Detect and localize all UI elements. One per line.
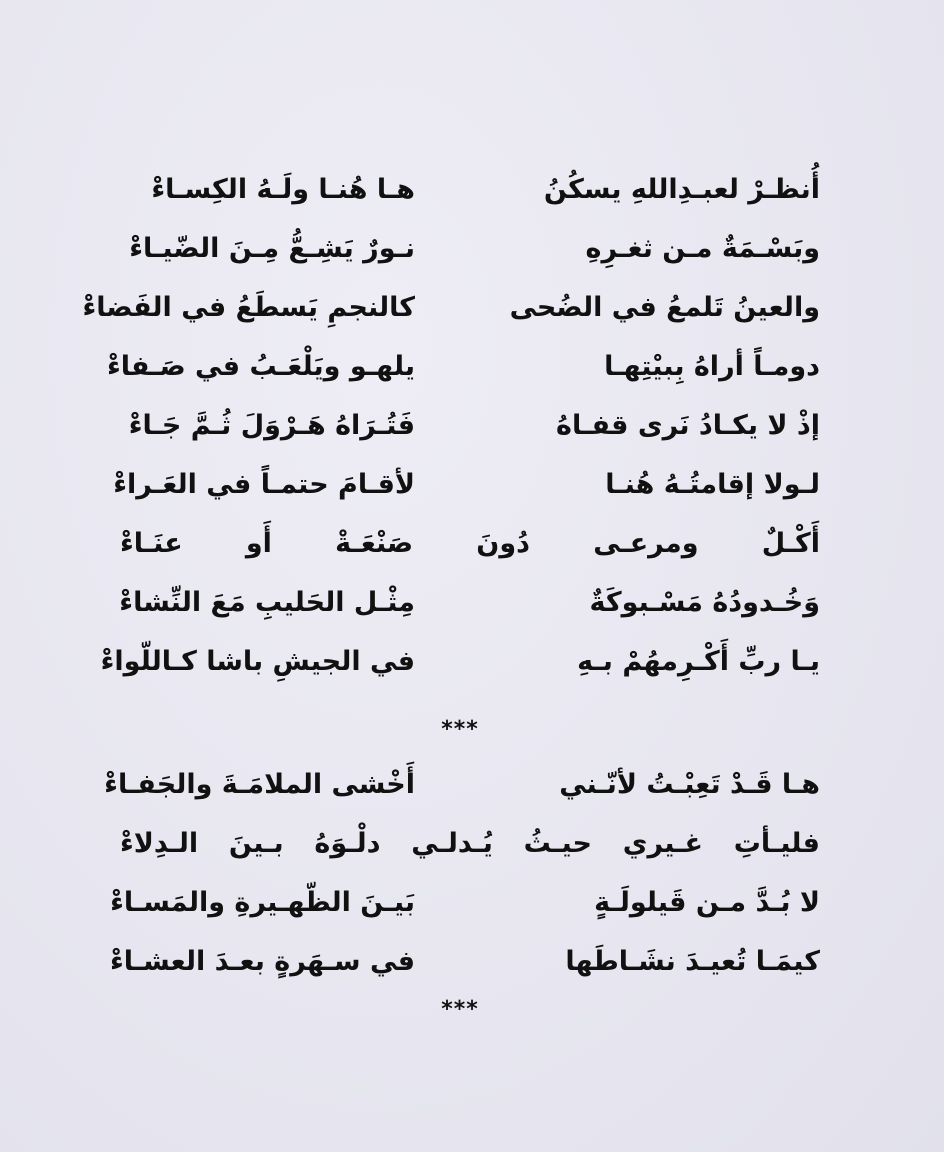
verse-first-hemistich: أُنظـرْ لعبـدِاللهِ يسكُنُ bbox=[543, 174, 820, 205]
verse-line bbox=[100, 642, 820, 701]
verse-second-hemistich: في سـهَرةٍ بعـدَ العشـاءْ bbox=[109, 946, 415, 977]
verse-first-hemistich: لـولا إقامتُـهُ هُنـا bbox=[605, 469, 820, 500]
verse-full-text: أَكْـلٌ ومرعـى دُونَ صَنْعَـةْ أَو عنَـاءْ bbox=[120, 528, 820, 559]
section-separator: *** bbox=[441, 997, 479, 1022]
poem-stanza-1 bbox=[82, 170, 820, 701]
verse-first-hemistich: وَخُـدودُهُ مَسْـبوكَةٌ bbox=[589, 587, 820, 618]
verse-second-hemistich: أَخْشى الملامَـةَ والجَفـاءْ bbox=[104, 769, 415, 800]
verse-second-hemistich: مِثْـل الحَليبِ مَعَ النِّشاءْ bbox=[119, 587, 415, 618]
verse-first-hemistich: إذْ لا يكـادُ نَرى قفـاهُ bbox=[556, 410, 820, 441]
verse-line bbox=[120, 583, 820, 642]
verse-line bbox=[104, 765, 820, 824]
verse-first-hemistich: لا بُـدَّ مـن قَيلولَـةٍ bbox=[594, 887, 820, 918]
verse-second-hemistich: هـا هُنـا ولَـهُ الكِسـاءْ bbox=[151, 174, 415, 205]
verse-line bbox=[120, 229, 820, 288]
verse-second-hemistich: كالنجمِ يَسطَعُ في الفَضاءْ bbox=[82, 292, 415, 323]
verse-line bbox=[82, 288, 820, 347]
section-separator: *** bbox=[441, 717, 479, 742]
verse-line-full bbox=[120, 524, 820, 583]
verse-line bbox=[110, 883, 820, 942]
verse-first-hemistich: يـا ربِّ أَكْـرِمهُمْ بـهِ bbox=[577, 646, 820, 677]
verse-first-hemistich: وبَسْـمَةٌ مـن ثغـرِهِ bbox=[585, 233, 820, 264]
verse-line bbox=[106, 347, 820, 406]
verse-line-full bbox=[120, 824, 820, 883]
verse-full-text: فليـأتِ غـيري حيـثُ يُـدلـي دلْـوَهُ بـينَ الـدِلاءْ bbox=[120, 828, 820, 859]
verse-first-hemistich: هـا قَـدْ تَعِبْـتُ لأنّـني bbox=[559, 769, 820, 800]
verse-line bbox=[113, 465, 820, 524]
verse-second-hemistich: في الجيشِ باشا كـاللّواءْ bbox=[100, 646, 415, 677]
verse-second-hemistich: نـورٌ يَشِـعُّ مِـنَ الضّيـاءْ bbox=[129, 233, 415, 264]
verse-second-hemistich: بَيـنَ الظّهـيرةِ والمَسـاءْ bbox=[110, 887, 415, 918]
poem-stanza-2 bbox=[104, 765, 820, 1001]
verse-second-hemistich: فَتُـرَاهُ هَـرْوَلَ ثُـمَّ جَـاءْ bbox=[128, 410, 415, 441]
verse-line bbox=[120, 406, 820, 465]
verse-line bbox=[109, 942, 820, 1001]
verse-first-hemistich: كيمَـا تُعيـدَ نشَـاطَها bbox=[565, 946, 820, 977]
verse-first-hemistich: والعينُ تَلمعُ في الضُحى bbox=[509, 292, 820, 323]
verse-second-hemistich: يلهـو ويَلْعَـبُ في صَـفاءْ bbox=[106, 351, 415, 382]
verse-line bbox=[120, 170, 820, 229]
verse-first-hemistich: دومـاً أراهُ بِبيْتِهـا bbox=[604, 351, 820, 382]
verse-second-hemistich: لأقـامَ حتمـاً في العَـراءْ bbox=[113, 469, 415, 500]
